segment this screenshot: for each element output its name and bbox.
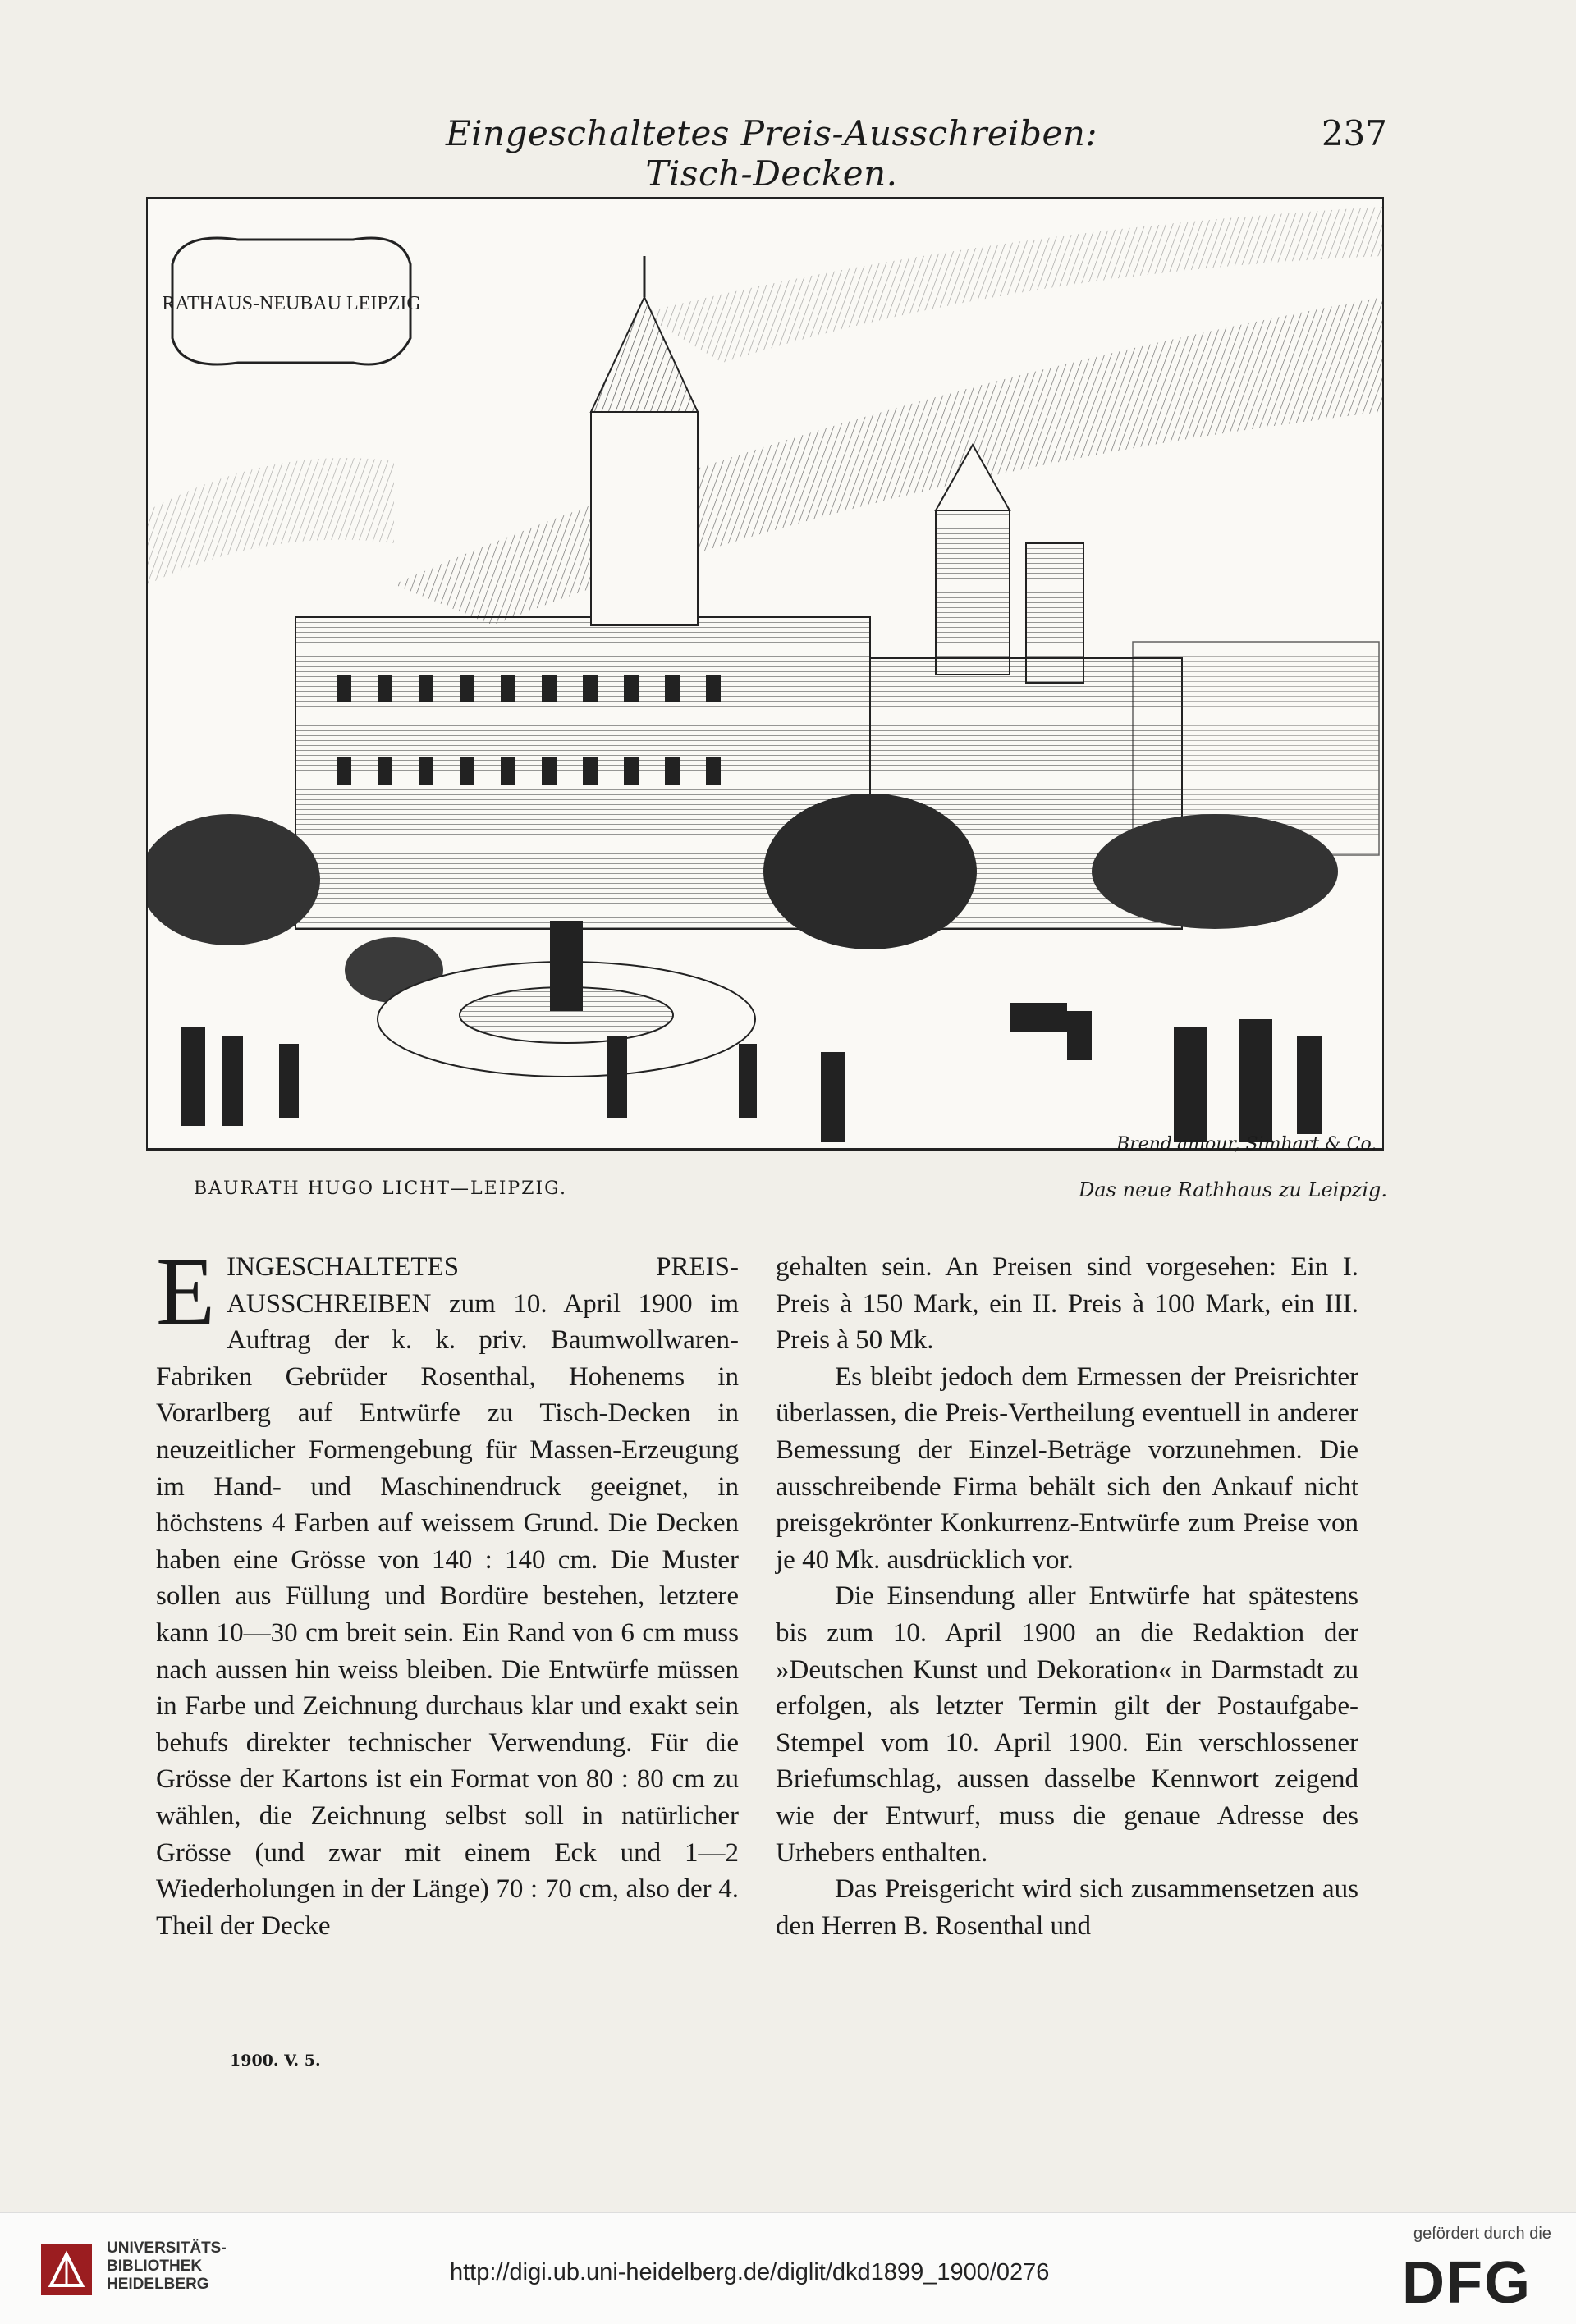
running-title: Eingeschaltetes Preis-Ausschreiben: Tisch-Decken.: [445, 113, 1098, 194]
article-text: INGESCHALTETES PREIS-AUSSCHREIBEN zum 10. April 1900 im Auftrag der k. k. priv. Baumwollwaren-Fabriken Gebrüder Rosenthal, Hohenems in Vorarlberg auf Entwürfe zu Tisch-Decken in neuzeitlicher Formengebung für Massen-Erzeugung im Hand- und Maschinendruck geeignet, in höchstens 4 Farben auf weissem Grund. Die Decken haben eine Grösse von 140 : 140 cm. Die Muster sollen aus Füllung und Bordüre bestehen, letztere kann 10—30 cm breit sein. Ein Rand von 6 cm muss nach aussen hin weiss bleiben. Die Entwürfe müssen in Farbe und Zeichnung durchaus klar und exakt sein behufs direkter technischer Verwendung. Für die Grösse der Kartons ist ein Format von 80 : 80 cm zu wählen, die Zeichnung selbst soll in natürlicher Grösse (und zwar mit einem Eck und 1—2 Wiederholungen in der Länge) 70 : 70 cm, also der 4. Theil der Decke: [156, 1252, 739, 1941]
town-hall-engraving: [146, 197, 1384, 1151]
engraver-credit: Brend'amour, Simhart & Co.: [1116, 1134, 1377, 1155]
library-name-line: UNIVERSITÄTS-: [107, 2239, 227, 2257]
article-paragraph: gehalten sein. An Preisen sind vorgesehen: Ein I. Preis à 150 Mark, ein II. Preis à 100 Mark, ein III. Preis à 50 Mk.: [776, 1252, 1358, 1356]
library-name: [107, 2239, 227, 2294]
article-paragraph: Es bleibt jedoch dem Ermessen der Preisrichter überlassen, die Preis-Vertheilung eventuell in anderer Bemessung der Einzel-Beträge vorzunehmen. Die ausschreibende Firma behält sich den Ankauf nicht preisgekrönter Konkurrenz-Entwürfe zum Preise von je 40 Mk. ausdrücklich vor.: [776, 1361, 1358, 1575]
funded-by-label: gefördert durch die: [1413, 2225, 1551, 2243]
library-name-line: HEIDELBERG: [107, 2276, 209, 2293]
article-paragraph: Das Preisgericht wird sich zusammensetzen aus den Herren B. Rosenthal und: [776, 1874, 1358, 1941]
article-left-column: [156, 1237, 739, 1944]
permalink-url[interactable]: http://digi.ub.uni-heidelberg.de/diglit/dkd1899_1900/0276: [450, 2259, 1050, 2285]
drop-cap: E: [156, 1237, 216, 1345]
dfg-logo: DFG: [1402, 2250, 1532, 2316]
library-logo-icon: [41, 2244, 92, 2295]
caption-title: Das neue Rathhaus zu Leipzig.: [1079, 1178, 1387, 1201]
cartouche-text: RATHAUS-NEUBAU LEIPZIG: [162, 293, 421, 314]
footer-bar: [0, 2212, 1576, 2324]
article-paragraph: [156, 1237, 739, 1944]
caption-architect: BAURATH HUGO LICHT—LEIPZIG.: [194, 1178, 567, 1199]
library-name-line: BIBLIOTHEK: [107, 2258, 203, 2275]
article-right-column: [776, 1249, 1358, 1944]
article-paragraph: Die Einsendung aller Entwürfe hat spätestens bis zum 10. April 1900 an die Redaktion der »Deutschen Kunst und Dekoration« in Darmstadt zu erfolgen, als letzter Termin gilt der Postaufgabe-Stempel vom 10. April 1900. Ein verschlossener Briefumschlag, aussen dasselbe Kennwort zeigend wie der Entwurf, muss die genaue Adresse des Urhebers enthalten.: [776, 1581, 1358, 1868]
signature-mark: 1900. V. 5.: [230, 2052, 321, 2070]
page-number: 237: [1321, 113, 1387, 153]
cartouche: [162, 238, 420, 364]
